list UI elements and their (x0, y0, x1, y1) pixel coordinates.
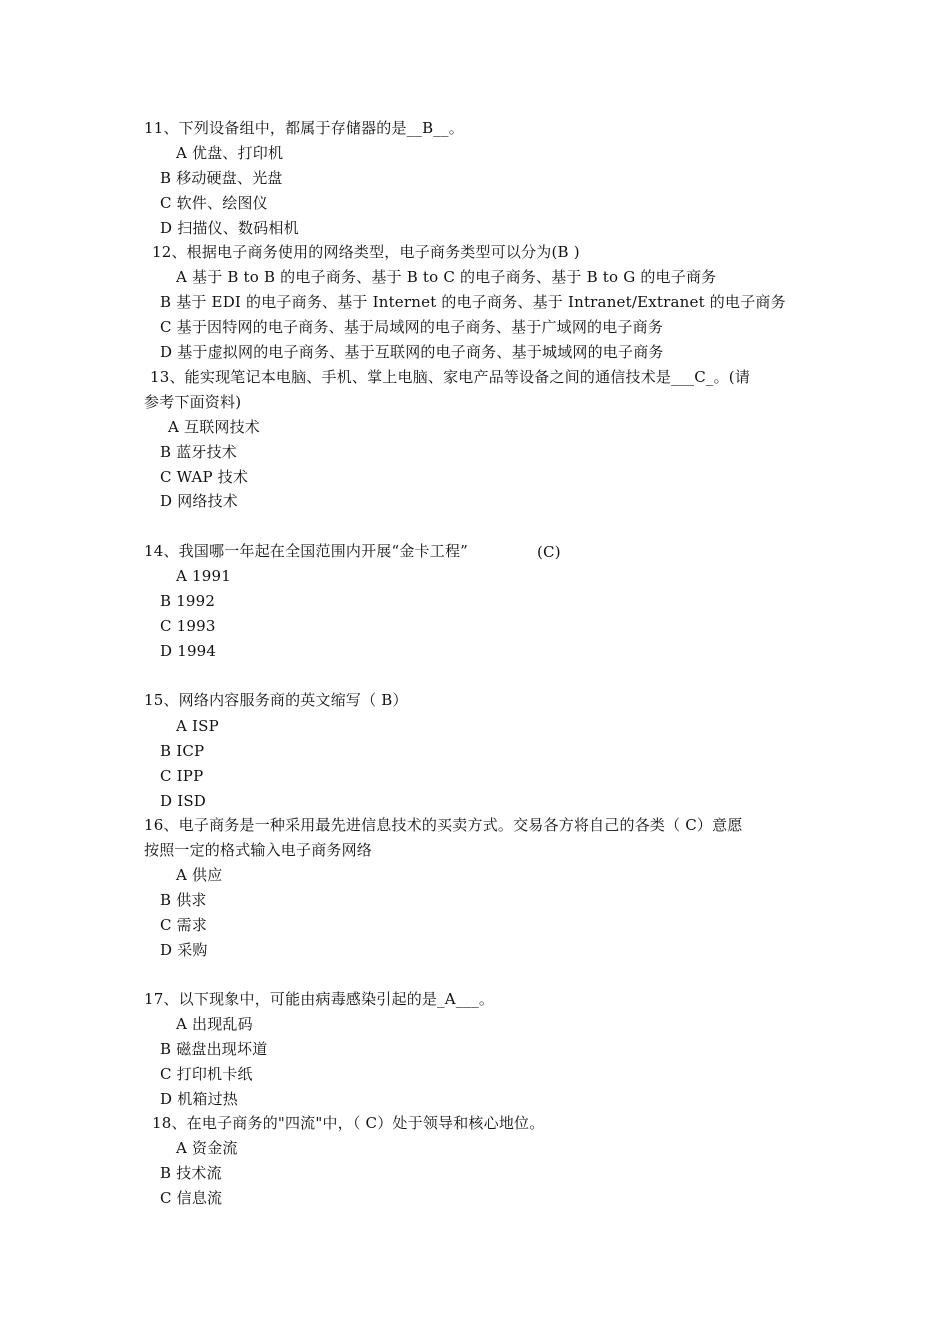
question-18-option-a: A 资金流 (176, 1139, 238, 1157)
question-18-option-c: C 信息流 (160, 1189, 223, 1207)
question-14-option-d: D 1994 (160, 642, 217, 660)
question-17-option-b: B 磁盘出现坏道 (160, 1040, 268, 1058)
question-17-option-a: A 出现乱码 (176, 1015, 253, 1033)
question-11-option-d: D 扫描仪、数码相机 (160, 219, 299, 237)
question-17-option-d: D 机箱过热 (160, 1090, 238, 1108)
question-15-option-d: D ISD (160, 792, 207, 810)
question-17-stem: 17、以下现象中，可能由病毒感染引起的是_A___。 (144, 990, 495, 1008)
question-12-option-d: D 基于虚拟网的电子商务、基于互联网的电子商务、基于城域网的电子商务 (160, 343, 664, 361)
question-16-option-d: D 采购 (160, 941, 208, 959)
question-14-stem: 14、我国哪一年起在全国范围内开展“金卡工程” (144, 542, 469, 560)
question-14-answer: (C) (537, 543, 561, 561)
question-12-option-b: B 基于 EDI 的电子商务、基于 Internet 的电子商务、基于 Intranet/Extranet 的电子商务 (160, 293, 786, 311)
question-11-stem: 11、下列设备组中，都属于存储器的是__B__。 (144, 119, 464, 137)
question-13-option-a: A 互联网技术 (168, 418, 261, 436)
question-16-stem-line2: 按照一定的格式输入电子商务网络 (144, 841, 373, 859)
question-13-option-d: D 网络技术 (160, 492, 238, 510)
question-12-option-c: C 基于因特网的电子商务、基于局域网的电子商务、基于广域网的电子商务 (160, 318, 664, 336)
question-16-option-b: B 供求 (160, 891, 207, 909)
question-12-option-a: A 基于 B to B 的电子商务、基于 B to C 的电子商务、基于 B to G 的电子商务 (176, 268, 717, 286)
question-15-stem: 15、网络内容服务商的英文缩写（ B） (144, 691, 408, 709)
question-15-option-b: B ICP (160, 742, 205, 760)
question-13-stem-line1: 13、能实现笔记本电脑、手机、掌上电脑、家电产品等设备之间的通信技术是___C_。(请 (150, 368, 751, 386)
question-13-option-b: B 蓝牙技术 (160, 443, 237, 461)
question-14-option-b: B 1992 (160, 592, 216, 610)
question-13-option-c: C WAP 技术 (160, 468, 249, 486)
question-13-stem-line2: 参考下面资料) (144, 393, 242, 411)
question-18-option-b: B 技术流 (160, 1164, 222, 1182)
question-14-option-c: C 1993 (160, 617, 216, 635)
question-16-stem-line1: 16、电子商务是一种采用最先进信息技术的买卖方式。交易各方将自己的各类（ C）意愿 (144, 816, 743, 834)
question-16-option-a: A 供应 (176, 866, 223, 884)
question-11-option-c: C 软件、绘图仪 (160, 194, 268, 212)
question-14-option-a: A 1991 (176, 567, 231, 585)
question-15-option-c: C IPP (160, 767, 204, 785)
question-18-stem: 18、在电子商务的"四流"中，（ C）处于领导和核心地位。 (152, 1114, 545, 1132)
question-15-option-a: A ISP (176, 717, 219, 735)
question-11-option-b: B 移动硬盘、光盘 (160, 169, 283, 187)
question-11-option-a: A 优盘、打印机 (176, 144, 284, 162)
question-16-option-c: C 需求 (160, 916, 208, 934)
question-12-stem: 12、根据电子商务使用的网络类型，电子商务类型可以分为(B ) (152, 243, 580, 261)
question-17-option-c: C 打印机卡纸 (160, 1065, 253, 1083)
